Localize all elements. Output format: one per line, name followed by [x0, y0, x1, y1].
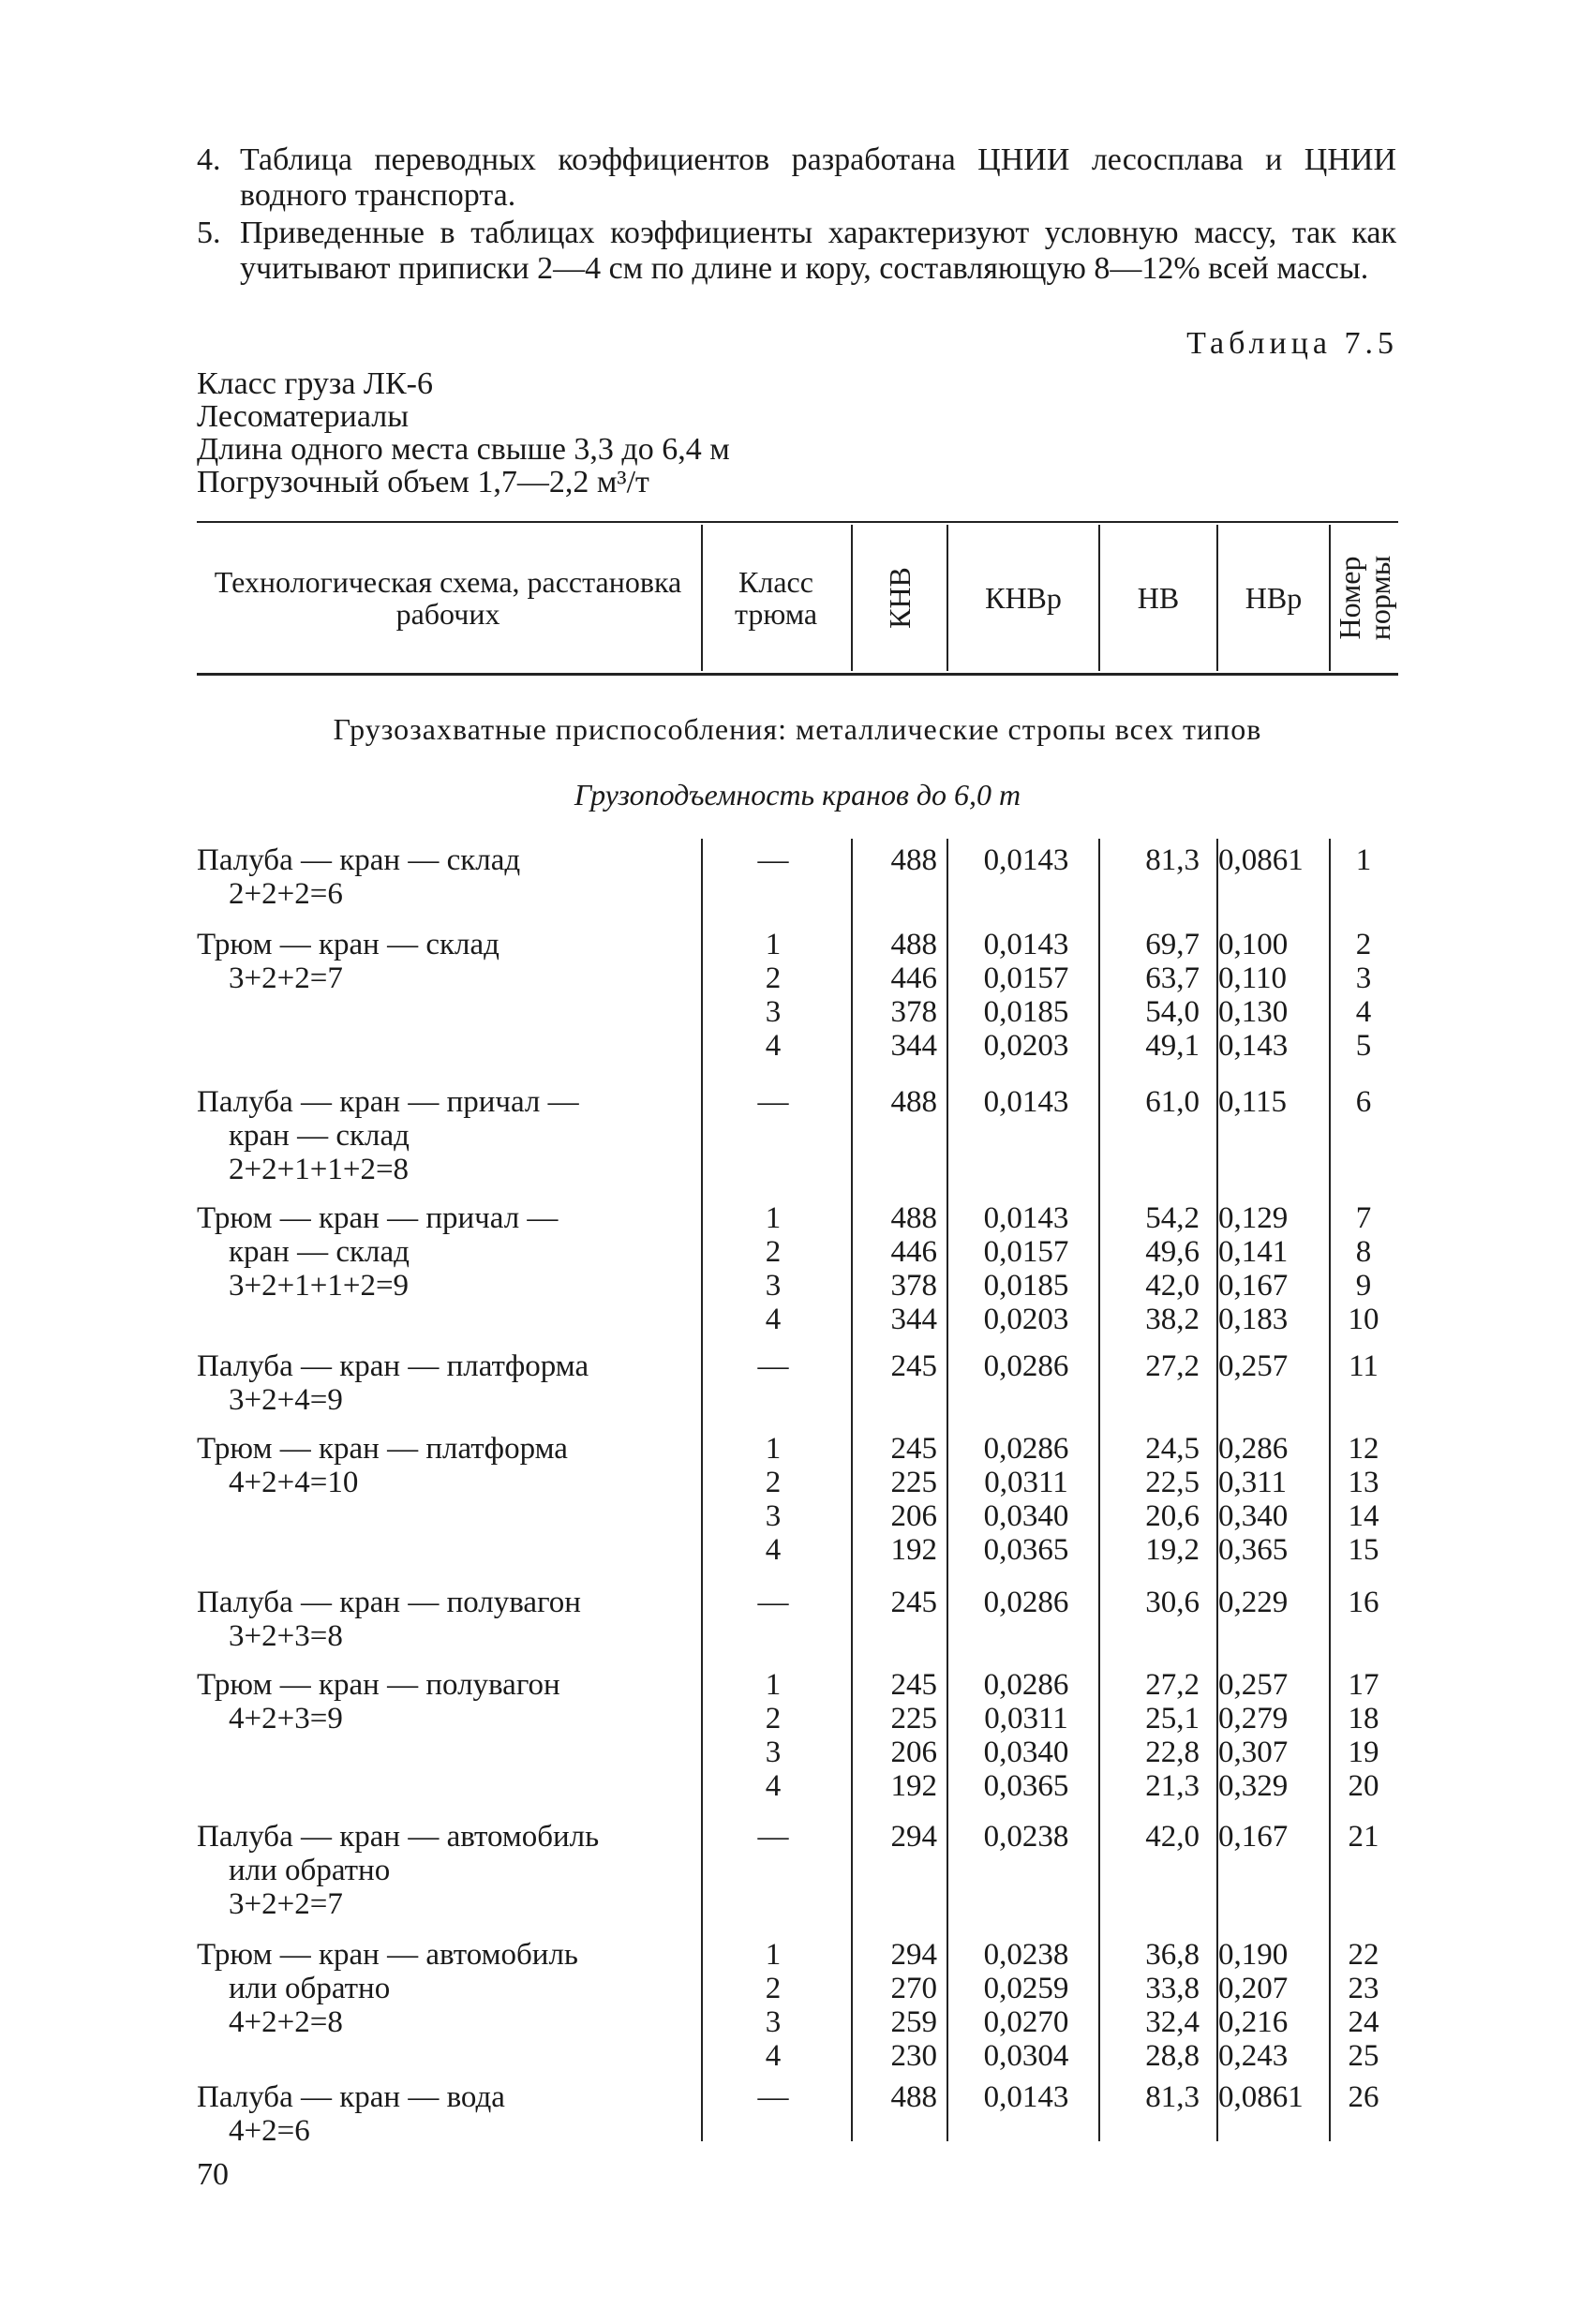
norm-no-value: 7 [1355, 1201, 1372, 1235]
nvr-value: 0,167 [1218, 1820, 1289, 1854]
knvr-value: 0,0143 [983, 1085, 1069, 1119]
knv-value: 225 [890, 1702, 937, 1736]
knvr-value: 0,0238 [983, 1938, 1069, 1972]
page-number: 70 [197, 2157, 229, 2192]
hold-value: 4 [765, 1533, 782, 1567]
scheme-line: кран — склад [229, 1119, 410, 1153]
norm-no-value: 26 [1348, 2080, 1379, 2114]
nvr-value: 0,307 [1218, 1736, 1289, 1769]
knv-cell [855, 843, 937, 877]
norm-no-cell [1331, 1938, 1396, 2073]
norm-no-cell [1331, 1085, 1396, 1119]
nvr-value: 0,183 [1218, 1303, 1289, 1336]
knv-value: 488 [890, 928, 937, 961]
header-divider [851, 525, 853, 671]
note-5 [197, 216, 1396, 287]
nvr-cell [1218, 1938, 1321, 2073]
norm-no-value: 10 [1348, 1303, 1379, 1336]
knvr-cell [965, 1085, 1087, 1119]
nvr-value: 0,167 [1218, 1269, 1289, 1303]
scheme-line: 3+2+2=7 [229, 961, 343, 995]
scheme-cell [197, 843, 684, 911]
nvr-value: 0,141 [1218, 1235, 1289, 1269]
knv-value: 294 [890, 1820, 937, 1854]
knvr-value: 0,0286 [983, 1668, 1069, 1702]
scheme-cell [197, 1349, 684, 1417]
nv-value: 38,2 [1145, 1303, 1200, 1336]
nvr-cell [1218, 1820, 1321, 1854]
nv-value: 22,8 [1145, 1736, 1200, 1769]
nvr-value: 0,0861 [1218, 2080, 1304, 2114]
scheme-line: Палуба — кран — вода [197, 2080, 505, 2114]
knv-value: 378 [890, 995, 937, 1029]
cargo-class: Класс груза ЛК-6 [197, 366, 433, 401]
nvr-value: 0,216 [1218, 2005, 1289, 2039]
knv-value: 488 [890, 1085, 937, 1119]
knv-cell [855, 1085, 937, 1119]
norm-no-cell [1331, 928, 1396, 1063]
scheme-line: Трюм — кран — автомобиль [197, 1938, 578, 1972]
nvr-cell [1218, 1085, 1321, 1119]
nvr-value: 0,329 [1218, 1769, 1289, 1803]
knv-value: 270 [890, 1972, 937, 2005]
scheme-line: кран — склад [229, 1235, 410, 1269]
norm-no-value: 16 [1348, 1586, 1379, 1619]
norm-no-value: 9 [1355, 1269, 1372, 1303]
scheme-line: 3+2+2=7 [229, 1887, 343, 1921]
nvr-value: 0,143 [1218, 1029, 1289, 1063]
hold-value: 1 [765, 1201, 782, 1235]
knvr-value: 0,0259 [983, 1972, 1069, 2005]
knvr-value: 0,0185 [983, 995, 1069, 1029]
knvr-value: 0,0203 [983, 1303, 1069, 1336]
hold-value: 3 [765, 1269, 782, 1303]
norm-no-cell [1331, 2080, 1396, 2114]
knv-value: 488 [890, 1201, 937, 1235]
nv-cell [1106, 928, 1200, 1063]
knvr-value: 0,0143 [983, 928, 1069, 961]
hold-cell [740, 843, 806, 877]
norm-no-value: 15 [1348, 1533, 1379, 1567]
scheme-line: 3+2+4=9 [229, 1383, 343, 1417]
knv-value: 344 [890, 1303, 937, 1336]
knvr-value: 0,0203 [983, 1029, 1069, 1063]
knv-cell [855, 1349, 937, 1383]
knvr-value: 0,0143 [983, 843, 1069, 877]
nv-cell [1106, 1432, 1200, 1567]
scheme-line: Палуба — кран — платформа [197, 1349, 589, 1383]
nvr-value: 0,311 [1218, 1466, 1288, 1499]
nvr-cell [1218, 1668, 1321, 1803]
header-divider [1098, 525, 1100, 671]
column-line [701, 839, 703, 2141]
norm-no-value: 18 [1348, 1702, 1379, 1736]
nvr-cell [1218, 1432, 1321, 1567]
hold-value: 4 [765, 2039, 782, 2073]
nv-value: 28,8 [1145, 2039, 1200, 2073]
cargo-info [197, 367, 730, 499]
knvr-value: 0,0304 [983, 2039, 1069, 2073]
nvr-cell [1218, 2080, 1321, 2114]
nvr-value: 0,365 [1218, 1533, 1289, 1567]
knvr-value: 0,0311 [984, 1702, 1068, 1736]
scheme-line: Трюм — кран — причал — [197, 1201, 559, 1235]
nv-value: 42,0 [1145, 1820, 1200, 1854]
nv-value: 54,0 [1145, 995, 1200, 1029]
knv-cell [855, 1432, 937, 1567]
header-nvr: НВр [1245, 581, 1303, 615]
header-bottom-rule [197, 673, 1398, 676]
cargo-name: Лесоматериалы [197, 399, 410, 434]
norm-no-value: 11 [1349, 1349, 1379, 1383]
cargo-volume: Погрузочный объем 1,7—2,2 м³/т [197, 465, 649, 499]
hold-value: 3 [765, 2005, 782, 2039]
knv-cell [855, 1820, 937, 1854]
nvr-value: 0,229 [1218, 1586, 1289, 1619]
nvr-value: 0,129 [1218, 1201, 1289, 1235]
knv-value: 344 [890, 1029, 937, 1063]
norm-no-value: 14 [1348, 1499, 1379, 1533]
knvr-cell [965, 1349, 1087, 1383]
nv-value: 24,5 [1145, 1432, 1200, 1466]
scheme-cell [197, 1201, 684, 1303]
hold-cell [740, 1201, 806, 1336]
knvr-value: 0,0286 [983, 1586, 1069, 1619]
knvr-cell [965, 1820, 1087, 1854]
header-knv-label: КНВ [882, 567, 917, 629]
knv-value: 192 [890, 1769, 937, 1803]
hold-value: — [757, 1349, 789, 1383]
knv-value: 245 [890, 1432, 937, 1466]
hold-value: 1 [765, 1938, 782, 1972]
norm-no-value: 3 [1355, 961, 1372, 995]
hold-value: — [757, 843, 789, 877]
knvr-value: 0,0340 [983, 1499, 1069, 1533]
scheme-cell [197, 1668, 684, 1736]
hold-value: — [757, 2080, 789, 2114]
nvr-value: 0,243 [1218, 2039, 1289, 2073]
nvr-cell [1218, 928, 1321, 1063]
header-scheme: Технологическая схема, расстановка рабочих [214, 565, 682, 631]
note-4 [197, 142, 1396, 214]
norm-no-cell [1331, 1349, 1396, 1383]
nvr-cell [1218, 843, 1321, 877]
scheme-line: 4+2+3=9 [229, 1702, 343, 1736]
knvr-value: 0,0157 [983, 961, 1069, 995]
hold-cell [740, 928, 806, 1063]
hold-cell [740, 1938, 806, 2073]
knvr-cell [965, 1201, 1087, 1336]
knvr-value: 0,0238 [983, 1820, 1069, 1854]
hold-cell [740, 1085, 806, 1119]
nv-value: 54,2 [1145, 1201, 1200, 1235]
scheme-cell [197, 2080, 684, 2148]
norm-no-value: 13 [1348, 1466, 1379, 1499]
knvr-cell [965, 928, 1087, 1063]
hold-cell [740, 1668, 806, 1803]
knv-cell [855, 928, 937, 1063]
header-top-rule [197, 521, 1398, 523]
knv-value: 294 [890, 1938, 937, 1972]
norm-no-value: 20 [1348, 1769, 1379, 1803]
knvr-value: 0,0143 [983, 1201, 1069, 1235]
header-divider [947, 525, 948, 671]
hold-value: 2 [765, 1702, 782, 1736]
nvr-value: 0,257 [1218, 1668, 1289, 1702]
norm-no-value: 5 [1355, 1029, 1372, 1063]
hold-value: 2 [765, 961, 782, 995]
knv-value: 206 [890, 1499, 937, 1533]
norm-no-cell [1331, 1201, 1396, 1336]
nvr-value: 0,110 [1218, 961, 1288, 995]
hold-value: 4 [765, 1029, 782, 1063]
norm-no-value: 1 [1355, 843, 1372, 877]
scheme-line: Палуба — кран — полувагон [197, 1586, 581, 1619]
nv-value: 42,0 [1145, 1269, 1200, 1303]
header-divider [1216, 525, 1218, 671]
norm-no-value: 19 [1348, 1736, 1379, 1769]
hold-cell [740, 2080, 806, 2114]
norm-no-value: 24 [1348, 2005, 1379, 2039]
column-line [851, 839, 853, 2141]
nv-value: 69,7 [1145, 928, 1200, 961]
scheme-cell [197, 1085, 684, 1186]
nv-value: 22,5 [1145, 1466, 1200, 1499]
nv-value: 27,2 [1145, 1668, 1200, 1702]
nv-value: 25,1 [1145, 1702, 1200, 1736]
scheme-cell [197, 1820, 684, 1921]
knv-value: 245 [890, 1586, 937, 1619]
knvr-value: 0,0340 [983, 1736, 1069, 1769]
norm-no-value: 22 [1348, 1938, 1379, 1972]
note-text: Таблица переводных коэффициентов разработана ЦНИИ лесосплава и ЦНИИ водного транспорта. [240, 142, 1396, 213]
scheme-line: Трюм — кран — полувагон [197, 1668, 560, 1702]
norm-no-cell [1331, 1432, 1396, 1567]
hold-value: 2 [765, 1972, 782, 2005]
header-knvr: КНВр [985, 581, 1062, 615]
norm-no-value: 6 [1355, 1085, 1372, 1119]
nvr-cell [1218, 1586, 1321, 1619]
norm-no-value: 12 [1348, 1432, 1379, 1466]
knvr-cell [965, 1432, 1087, 1567]
knv-cell [855, 1586, 937, 1619]
knvr-value: 0,0365 [983, 1769, 1069, 1803]
hold-value: — [757, 1820, 789, 1854]
hold-value: 4 [765, 1303, 782, 1336]
nv-value: 49,6 [1145, 1235, 1200, 1269]
header-knv [855, 525, 945, 671]
scheme-line: 4+2=6 [229, 2114, 310, 2148]
nvr-value: 0,207 [1218, 1972, 1289, 2005]
header-norm-no-label: Номер нормы [1333, 555, 1397, 641]
norm-no-value: 23 [1348, 1972, 1379, 2005]
knv-value: 206 [890, 1736, 937, 1769]
knv-value: 225 [890, 1466, 937, 1499]
knv-cell [855, 1938, 937, 2073]
knvr-cell [965, 1938, 1087, 2073]
hold-value: 1 [765, 928, 782, 961]
nv-value: 33,8 [1145, 1972, 1200, 2005]
norm-no-value: 4 [1355, 995, 1372, 1029]
nv-cell [1106, 843, 1200, 877]
nvr-cell [1218, 1349, 1321, 1383]
header-divider [701, 525, 703, 671]
nv-cell [1106, 1201, 1200, 1336]
table-title: Таблица 7.5 [1186, 326, 1398, 361]
knv-value: 488 [890, 2080, 937, 2114]
knv-cell [855, 2080, 937, 2114]
nv-value: 20,6 [1145, 1499, 1200, 1533]
hold-value: 1 [765, 1432, 782, 1466]
scheme-line: Палуба — кран — склад [197, 843, 521, 877]
note-number: 4. [197, 142, 221, 177]
knv-cell [855, 1668, 937, 1803]
hold-value: 3 [765, 1736, 782, 1769]
knv-value: 488 [890, 843, 937, 877]
norm-no-cell [1331, 1820, 1396, 1854]
scheme-line: 3+2+3=8 [229, 1619, 343, 1653]
scheme-line: 3+2+1+1+2=9 [229, 1269, 410, 1303]
hold-cell [740, 1586, 806, 1619]
knv-value: 259 [890, 2005, 937, 2039]
nvr-value: 0,340 [1218, 1499, 1289, 1533]
knvr-value: 0,0270 [983, 2005, 1069, 2039]
scheme-line: Трюм — кран — платформа [197, 1432, 568, 1466]
nv-cell [1106, 2080, 1200, 2114]
scheme-cell [197, 1938, 684, 2039]
hold-value: — [757, 1085, 789, 1119]
hold-value: 1 [765, 1668, 782, 1702]
nv-cell [1106, 1349, 1200, 1383]
knv-value: 446 [890, 961, 937, 995]
scheme-line: Трюм — кран — склад [197, 928, 499, 961]
knvr-value: 0,0286 [983, 1349, 1069, 1383]
header-nv: НВ [1137, 581, 1180, 615]
knvr-value: 0,0157 [983, 1235, 1069, 1269]
nv-value: 21,3 [1145, 1769, 1200, 1803]
knvr-value: 0,0286 [983, 1432, 1069, 1466]
nv-cell [1106, 1820, 1200, 1854]
scheme-line: или обратно [229, 1854, 391, 1887]
nv-value: 30,6 [1145, 1586, 1200, 1619]
knv-value: 192 [890, 1533, 937, 1567]
norm-no-value: 2 [1355, 928, 1372, 961]
note-number: 5. [197, 216, 221, 250]
norm-no-value: 8 [1355, 1235, 1372, 1269]
nvr-value: 0,115 [1218, 1085, 1288, 1119]
nv-value: 19,2 [1145, 1533, 1200, 1567]
column-line [947, 839, 948, 2141]
header-norm-no [1331, 525, 1398, 671]
gripping-devices: Грузозахватные приспособления: металлические стропы всех типов [333, 712, 1262, 746]
scheme-line: или обратно [229, 1972, 391, 2005]
knv-value: 245 [890, 1349, 937, 1383]
knv-value: 446 [890, 1235, 937, 1269]
hold-value: 2 [765, 1466, 782, 1499]
scheme-line: 4+2+2=8 [229, 2005, 343, 2039]
knvr-value: 0,0185 [983, 1269, 1069, 1303]
nvr-value: 0,0861 [1218, 843, 1304, 877]
nv-cell [1106, 1586, 1200, 1619]
hold-value: — [757, 1586, 789, 1619]
crane-capacity: Грузоподъемность кранов до 6,0 т [574, 778, 1021, 812]
scheme-cell [197, 1432, 684, 1499]
scheme-line: Палуба — кран — автомобиль [197, 1820, 600, 1854]
nv-cell [1106, 1668, 1200, 1803]
nv-value: 61,0 [1145, 1085, 1200, 1119]
hold-cell [740, 1349, 806, 1383]
norm-no-cell [1331, 1668, 1396, 1803]
nv-value: 81,3 [1145, 843, 1200, 877]
hold-cell [740, 1820, 806, 1854]
hold-value: 4 [765, 1769, 782, 1803]
norm-no-value: 25 [1348, 2039, 1379, 2073]
norm-no-value: 17 [1348, 1668, 1379, 1702]
scheme-line: 2+2+1+1+2=8 [229, 1153, 410, 1186]
nvr-value: 0,257 [1218, 1349, 1289, 1383]
knv-value: 230 [890, 2039, 937, 2073]
scheme-line: 4+2+4=10 [229, 1466, 359, 1499]
scheme-cell [197, 928, 684, 995]
knv-value: 245 [890, 1668, 937, 1702]
note-text: Приведенные в таблицах коэффициенты характеризуют условную массу, так как учитывают приписки 2—4 см по длине и кору, составляющую 8—12% всей массы. [240, 216, 1396, 286]
knv-cell [855, 1201, 937, 1336]
norm-no-cell [1331, 1586, 1396, 1619]
knvr-cell [965, 843, 1087, 877]
norm-no-value: 21 [1348, 1820, 1379, 1854]
scheme-cell [197, 1586, 684, 1653]
knvr-value: 0,0143 [983, 2080, 1069, 2114]
nv-value: 32,4 [1145, 2005, 1200, 2039]
nv-cell [1106, 1085, 1200, 1119]
scheme-line: 2+2+2=6 [229, 877, 343, 911]
hold-value: 3 [765, 995, 782, 1029]
knvr-cell [965, 1586, 1087, 1619]
header-hold-class: Класс трюма [734, 565, 818, 631]
norm-no-cell [1331, 843, 1396, 877]
knvr-cell [965, 2080, 1087, 2114]
nvr-value: 0,130 [1218, 995, 1289, 1029]
nv-value: 36,8 [1145, 1938, 1200, 1972]
column-line [1098, 839, 1100, 2141]
nvr-value: 0,286 [1218, 1432, 1289, 1466]
hold-cell [740, 1432, 806, 1567]
nv-value: 63,7 [1145, 961, 1200, 995]
nvr-cell [1218, 1201, 1321, 1336]
cargo-length: Длина одного места свыше 3,3 до 6,4 м [197, 432, 730, 467]
nv-value: 27,2 [1145, 1349, 1200, 1383]
nvr-value: 0,190 [1218, 1938, 1289, 1972]
knvr-cell [965, 1668, 1087, 1803]
knv-value: 378 [890, 1269, 937, 1303]
knvr-value: 0,0365 [983, 1533, 1069, 1567]
hold-value: 3 [765, 1499, 782, 1533]
nv-cell [1106, 1938, 1200, 2073]
nv-value: 81,3 [1145, 2080, 1200, 2114]
hold-value: 2 [765, 1235, 782, 1269]
nv-value: 49,1 [1145, 1029, 1200, 1063]
scheme-line: Палуба — кран — причал — [197, 1085, 579, 1119]
nvr-value: 0,279 [1218, 1702, 1289, 1736]
nvr-value: 0,100 [1218, 928, 1289, 961]
knvr-value: 0,0311 [984, 1466, 1068, 1499]
